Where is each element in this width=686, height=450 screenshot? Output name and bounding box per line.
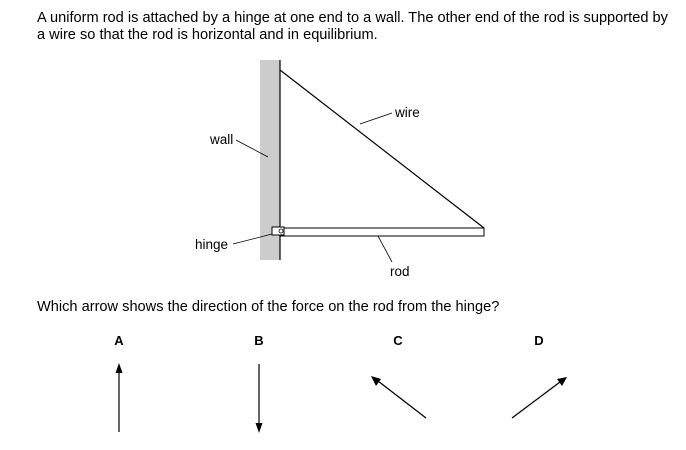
wire-label: wire (395, 105, 420, 120)
wall-label: wall (210, 132, 234, 147)
option-a-arrow (116, 363, 123, 432)
question-prompt: Which arrow shows the direction of the force on the rod from the hinge? (37, 299, 500, 315)
option-c-arrow (371, 376, 426, 418)
option-a-label: A (114, 333, 124, 348)
hinge-label: hinge (195, 237, 229, 252)
option-b-arrow (256, 364, 263, 433)
question-text: A uniform rod is attached by a hinge at one end to a wall. The other end of the rod is supported by a wire so that the rod is horizontal and in equilibrium. (37, 10, 668, 43)
option-d-label: D (534, 333, 544, 348)
option-b-label: B (254, 333, 264, 348)
rod-label: rod (390, 264, 410, 279)
option-c-label: C (393, 333, 403, 348)
option-d-arrow (512, 377, 567, 418)
